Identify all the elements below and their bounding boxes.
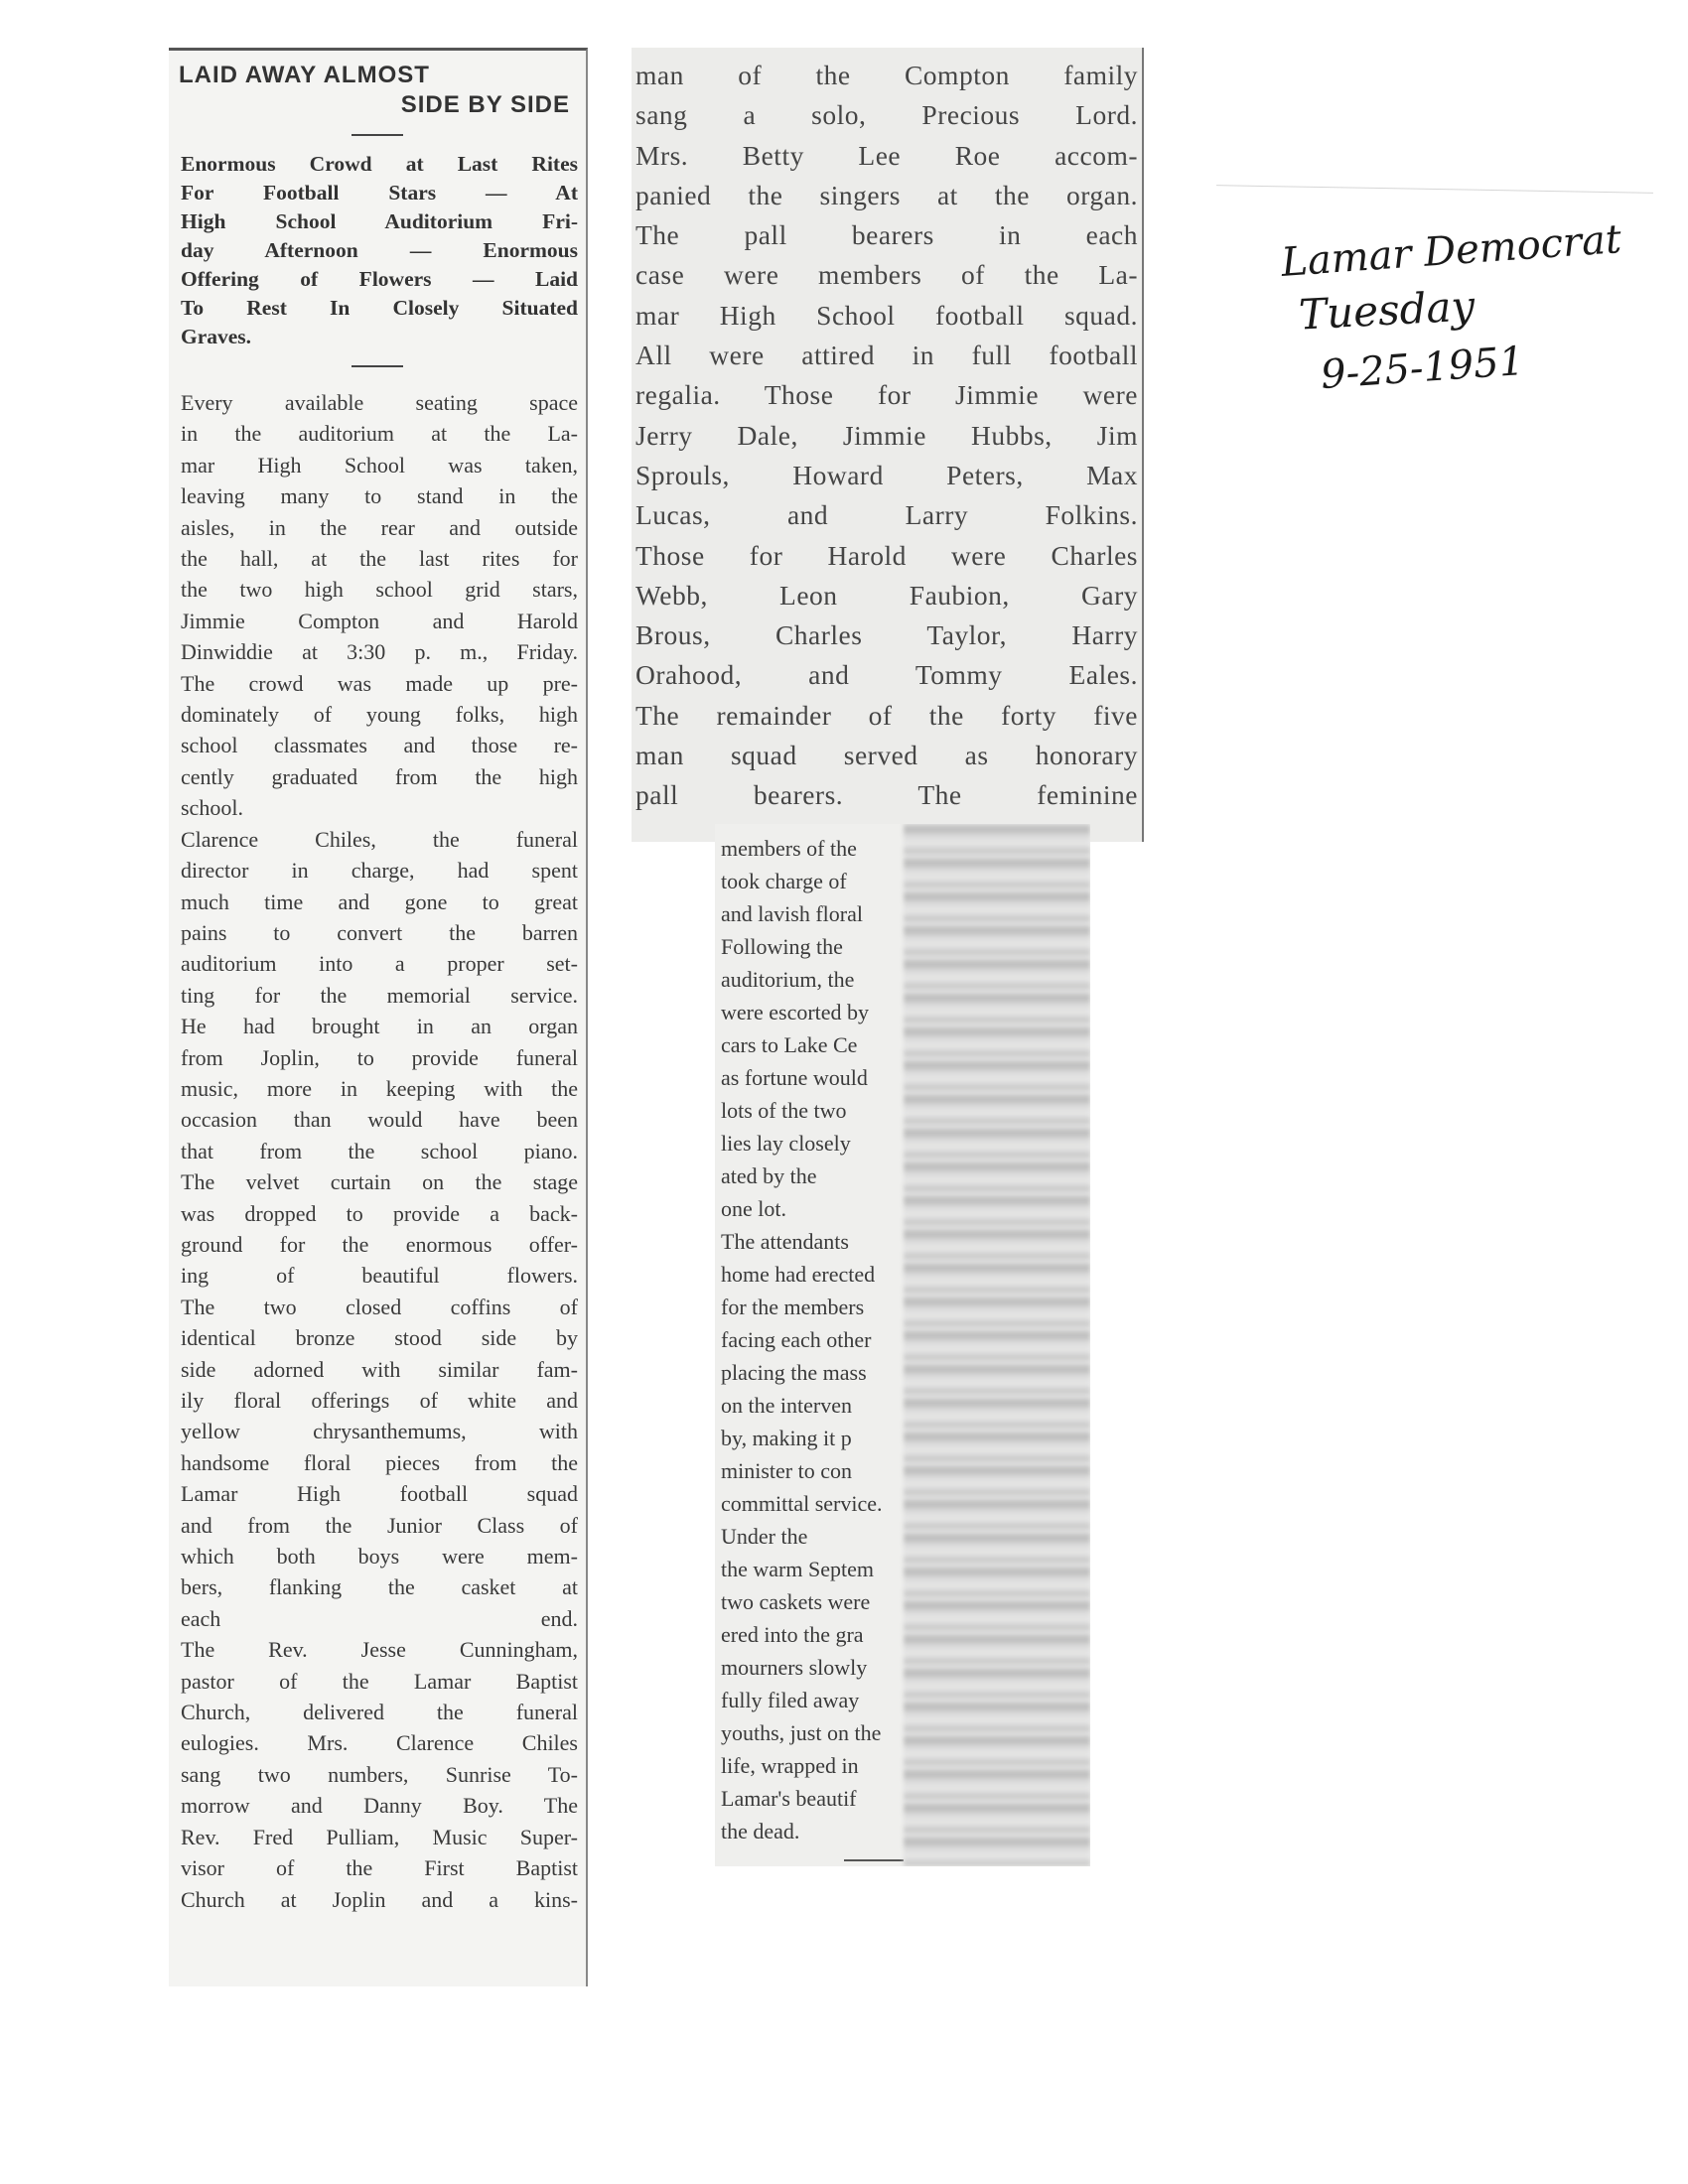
column3-line: auditorium, the <box>721 967 855 992</box>
column1-line: director in charge, had spent <box>181 858 578 884</box>
column3-line: minister to con <box>721 1458 852 1483</box>
column1-line: mar High School was taken, <box>181 452 578 478</box>
column1-line: pains to convert the barren <box>181 919 578 945</box>
column3-line: Lamar's beautif <box>721 1786 857 1811</box>
column3-line: as fortune would <box>721 1065 868 1090</box>
column1-line: ily floral offerings of white and <box>181 1388 578 1413</box>
column3-line: on the interven <box>721 1393 852 1418</box>
column2-line: mar High School football squad. <box>635 299 1138 331</box>
column1-line: the hall, at the last rites for <box>181 546 578 572</box>
column1-line: ting for the memorial service. <box>181 982 578 1008</box>
handwritten-date: 9-25-1951 <box>1319 338 1526 399</box>
column1-line: dominately of young folks, high <box>181 702 578 728</box>
column1-line: much time and gone to great <box>181 888 578 914</box>
column1-line: Rev. Fred Pulliam, Music Super- <box>181 1824 578 1849</box>
column3-line: Under the <box>721 1524 808 1549</box>
column1-line: He had brought in an organ <box>181 1014 578 1039</box>
column3-line: two caskets were <box>721 1589 871 1614</box>
column1-line: ground for the enormous offer- <box>181 1231 578 1257</box>
column1-line: auditorium into a proper set- <box>181 951 578 977</box>
column1-line: The Rev. Jesse Cunningham, <box>181 1637 578 1663</box>
column2-line: Brous, Charles Taylor, Harry <box>635 619 1138 651</box>
column1-line: bers, flanking the casket at <box>181 1574 578 1600</box>
column3-line: ered into the gra <box>721 1622 864 1647</box>
column1-line: that from the school piano. <box>181 1138 578 1163</box>
column1-line: the two high school grid stars, <box>181 577 578 603</box>
column1-line: The velvet curtain on the stage <box>181 1169 578 1195</box>
column3-line: lies lay closely <box>721 1131 851 1156</box>
column1-line: Church, delivered the funeral <box>181 1700 578 1725</box>
column1-line: occasion than would have been <box>181 1107 578 1133</box>
column1-line: Jimmie Compton and Harold <box>181 608 578 633</box>
column3-line: ated by the <box>721 1163 817 1188</box>
column3-line: placing the mass <box>721 1360 867 1385</box>
scan-edge-line <box>1216 185 1653 194</box>
column2-line: Jerry Dale, Jimmie Hubbs, Jim <box>635 419 1138 451</box>
headline-line-2: SIDE BY SIDE <box>400 91 570 118</box>
column2-line: The remainder of the forty five <box>635 699 1138 731</box>
column2-line: Sprouls, Howard Peters, Max <box>635 459 1138 490</box>
column1-line: school classmates and those re- <box>181 733 578 758</box>
deck-line: Graves. <box>181 325 252 348</box>
deck-line: To Rest In Closely Situated <box>181 296 578 320</box>
column2-line: Mrs. Betty Lee Roe accom- <box>635 139 1138 171</box>
column1-line: sang two numbers, Sunrise To- <box>181 1761 578 1787</box>
column2-line: Those for Harold were Charles <box>635 539 1138 571</box>
column1-line: pastor of the Lamar Baptist <box>181 1668 578 1694</box>
column2-line: man squad served as honorary <box>635 740 1138 771</box>
column2-line: man of the Compton family <box>635 60 1138 90</box>
blurred-text-area <box>904 824 1090 1866</box>
handwritten-publication: Lamar Democrat <box>1279 216 1623 286</box>
column1-line: school. <box>181 795 243 821</box>
column3-line: were escorted by <box>721 1000 870 1024</box>
column1-line: from Joplin, to provide funeral <box>181 1044 578 1070</box>
column3-line: for the members <box>721 1295 865 1319</box>
column3-line: members of the <box>721 836 857 861</box>
column1-line: Clarence Chiles, the funeral <box>181 826 578 852</box>
column3-line: life, wrapped in <box>721 1753 859 1778</box>
headline-rule <box>352 134 403 136</box>
column3-line: the warm Septem <box>721 1557 874 1581</box>
article-body-column-1 <box>169 381 586 1915</box>
column3-line: Following the <box>721 934 843 959</box>
article-body-column-2 <box>632 48 1142 816</box>
column1-line: aisles, in the rear and outside <box>181 514 578 540</box>
deck-line: Offering of Flowers — Laid <box>181 267 578 291</box>
column1-line: Lamar High football squad <box>181 1481 578 1507</box>
deck-rule <box>352 365 403 367</box>
column2-line: sang a solo, Precious Lord. <box>635 99 1138 131</box>
column2-line: Orahood, and Tommy Eales. <box>635 659 1138 691</box>
deck-line: day Afternoon — Enormous <box>181 238 578 262</box>
column3-line: the dead. <box>721 1819 800 1843</box>
column1-line: and from the Junior Class of <box>181 1512 578 1538</box>
subheadline-deck <box>169 150 586 351</box>
column1-line: The two closed coffins of <box>181 1294 578 1319</box>
column1-line: was dropped to provide a back- <box>181 1200 578 1226</box>
column1-line: eulogies. Mrs. Clarence Chiles <box>181 1730 578 1756</box>
headline-line-1: LAID AWAY ALMOST <box>179 62 430 88</box>
column3-line: home had erected <box>721 1262 876 1287</box>
deck-line: For Football Stars — At <box>181 181 578 205</box>
deck-line: Enormous Crowd at Last Rites <box>181 152 578 176</box>
column1-line: morrow and Danny Boy. The <box>181 1793 578 1819</box>
column2-line: pall bearers. The feminine <box>635 779 1138 811</box>
handwritten-weekday: Tuesday <box>1297 281 1477 340</box>
column2-line: Lucas, and Larry Folkins. <box>635 499 1138 531</box>
column2-line: All were attired in full football <box>635 340 1138 371</box>
column3-line: took charge of <box>721 869 847 893</box>
column1-line: cently graduated from the high <box>181 763 578 789</box>
column3-line: and lavish floral <box>721 901 863 926</box>
column1-line: Dinwiddie at 3:30 p. m., Friday. <box>181 639 578 665</box>
column2-line: panied the singers at the organ. <box>635 179 1138 210</box>
handwritten-note <box>1279 216 1678 407</box>
column3-line: one lot. <box>721 1196 786 1221</box>
column1-line: leaving many to stand in the <box>181 483 578 509</box>
column1-line: which both boys were mem- <box>181 1544 578 1570</box>
column2-line: Webb, Leon Faubion, Gary <box>635 579 1138 611</box>
column1-line: each end. <box>181 1605 578 1631</box>
column3-line: facing each other <box>721 1327 872 1352</box>
deck-line: High School Auditorium Fri- <box>181 209 578 233</box>
clipping-column-3 <box>715 824 1090 1866</box>
column2-line: regalia. Those for Jimmie were <box>635 379 1138 411</box>
clipping-column-1 <box>169 48 588 1986</box>
column1-line: Every available seating space <box>181 390 578 415</box>
clipping-column-2 <box>632 48 1144 842</box>
column3-line: by, making it p <box>721 1426 852 1450</box>
column1-line: ing of beautiful flowers. <box>181 1263 578 1289</box>
article-body-column-3 <box>715 824 925 1847</box>
column3-line: cars to Lake Ce <box>721 1032 858 1057</box>
column1-line: side adorned with similar fam- <box>181 1356 578 1382</box>
column3-line: lots of the two <box>721 1098 847 1123</box>
headline <box>169 51 586 120</box>
column1-line: identical bronze stood side by <box>181 1325 578 1351</box>
column1-line: yellow chrysanthemums, with <box>181 1419 578 1444</box>
column3-line: committal service. <box>721 1491 883 1516</box>
column1-line: visor of the First Baptist <box>181 1855 578 1881</box>
column2-line: The pall bearers in each <box>635 219 1138 251</box>
column1-line: The crowd was made up pre- <box>181 670 578 696</box>
column1-line: handsome floral pieces from the <box>181 1449 578 1475</box>
column3-line: mourners slowly <box>721 1655 868 1680</box>
column3-line: fully filed away <box>721 1688 860 1712</box>
column2-line: case were members of the La- <box>635 259 1138 291</box>
column1-line: music, more in keeping with the <box>181 1075 578 1101</box>
end-of-article-rule <box>844 1859 904 1861</box>
column1-line: Church at Joplin and a kins- <box>181 1886 578 1912</box>
column3-line: The attendants <box>721 1229 849 1254</box>
column1-line: in the auditorium at the La- <box>181 421 578 447</box>
column3-line: youths, just on the <box>721 1720 882 1745</box>
